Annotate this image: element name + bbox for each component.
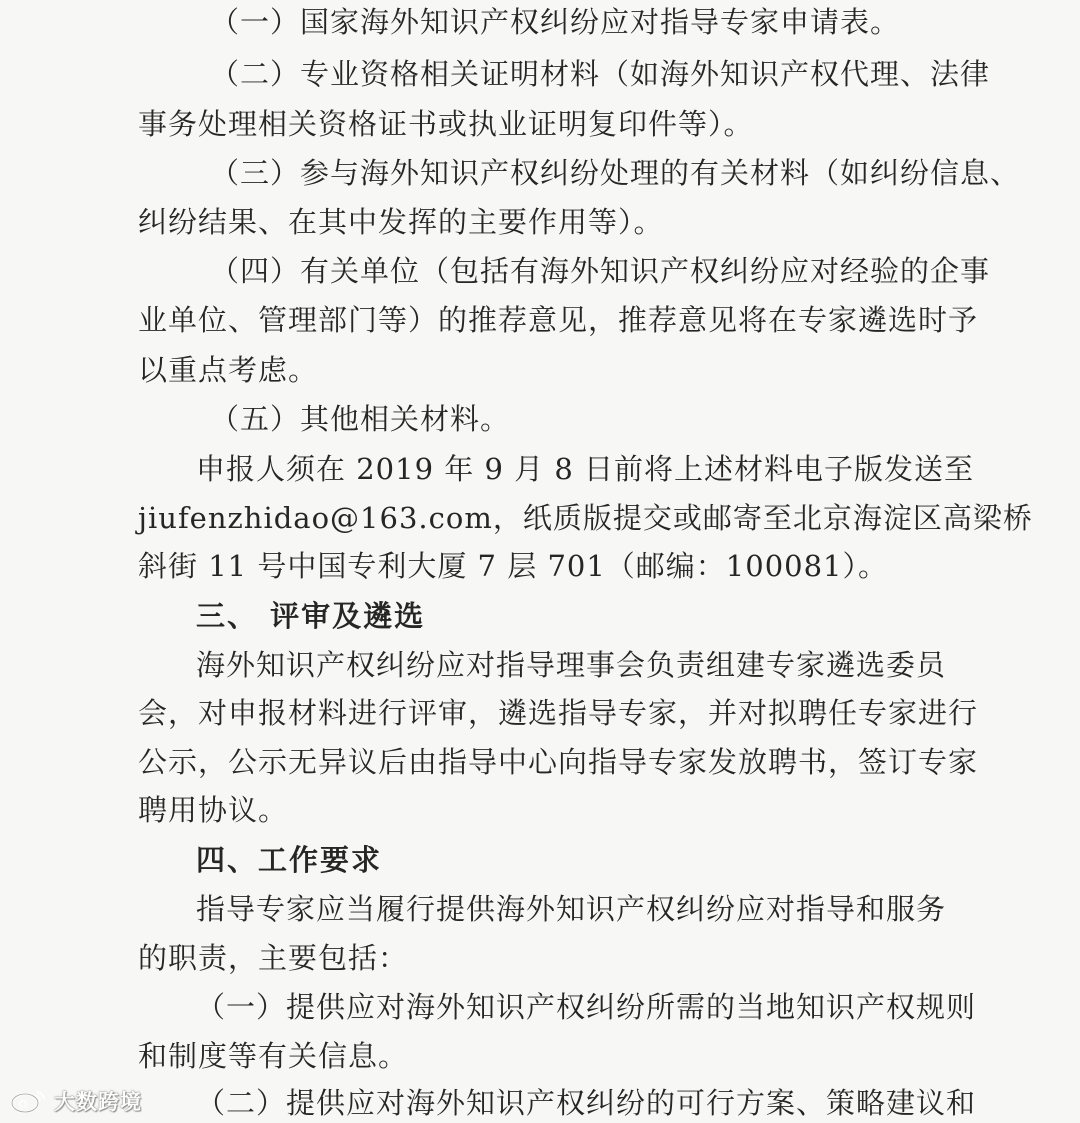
doc-line: 会，对申报材料进行评审，遴选指导专家，并对拟聘任专家进行 [138, 696, 979, 730]
doc-line: （一）国家海外知识产权纠纷应对指导专家申请表。 [210, 5, 901, 39]
watermark [10, 1086, 142, 1116]
doc-line: 聘用协议。 [138, 793, 289, 827]
doc-line: 业单位、管理部门等）的推荐意见，推荐意见将在专家遴选时予 [138, 303, 979, 337]
doc-line: 的职责，主要包括： [138, 941, 409, 975]
doc-line: （四）有关单位（包括有海外知识产权纠纷应对经验的企事 [210, 254, 991, 288]
watermark-text: 大数跨境 [54, 1090, 142, 1114]
weibo-logo-icon [10, 1088, 48, 1114]
doc-line: （二）提供应对海外知识产权纠纷的可行方案、策略建议和 [196, 1086, 977, 1120]
doc-line: 事务处理相关资格证书或执业证明复印件等）。 [138, 107, 754, 141]
doc-line: （一）提供应对海外知识产权纠纷所需的当地知识产权规则 [196, 990, 977, 1024]
doc-line: jiufenzhidao@163.com，纸质版提交或邮寄至北京海淀区高梁桥 [138, 501, 1033, 535]
doc-line: （二）专业资格相关证明材料（如海外知识产权代理、法律 [210, 57, 991, 91]
doc-line: 以重点考虑。 [138, 353, 319, 387]
doc-line: 申报人须在 2019 年 9 月 8 日前将上述材料电子版发送至 [196, 452, 975, 486]
doc-line: 斜街 11 号中国专利大厦 7 层 701（邮编：100081）。 [138, 549, 889, 583]
doc-line: 和制度等有关信息。 [138, 1039, 409, 1073]
doc-line: 纠纷结果、在其中发挥的主要作用等）。 [138, 205, 664, 239]
doc-line: 指导专家应当履行提供海外知识产权纠纷应对指导和服务 [196, 892, 947, 926]
doc-line: 海外知识产权纠纷应对指导理事会负责组建专家遴选委员 [196, 648, 947, 682]
section-heading: 四、工作要求 [196, 843, 383, 877]
doc-line: （三）参与海外知识产权纠纷处理的有关材料（如纠纷信息、 [210, 156, 1021, 190]
section-heading: 三、 评审及遴选 [196, 599, 426, 633]
doc-line: 公示，公示无异议后由指导中心向指导专家发放聘书，签订专家 [138, 745, 979, 779]
doc-line: （五）其他相关材料。 [210, 402, 511, 436]
